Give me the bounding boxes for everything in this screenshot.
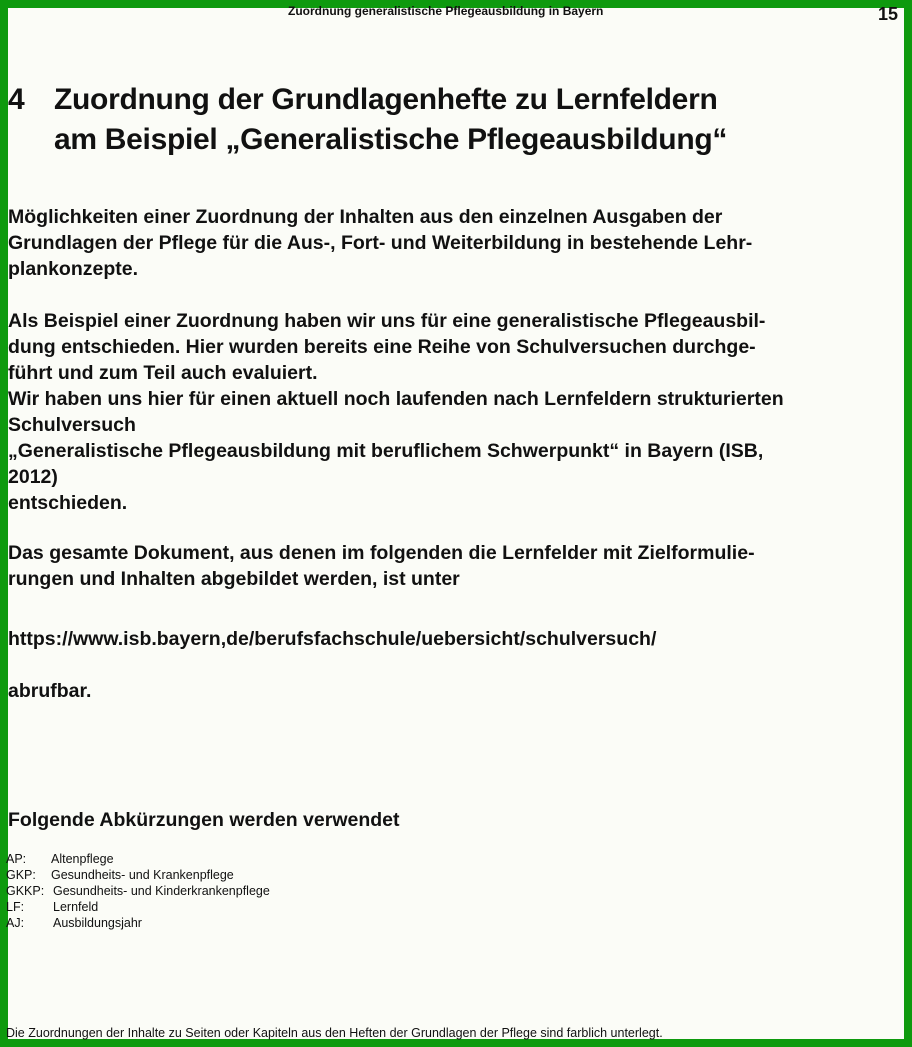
abbreviation-key: AP: [6, 852, 27, 866]
document-page [6, 4, 904, 1040]
abbreviation-value: Ausbildungsjahr [53, 916, 142, 930]
abbreviation-value: Altenpflege [51, 852, 114, 866]
paragraph-line: Als Beispiel einer Zuordnung haben wir uns für eine generalistische Pflegeausbil- [8, 310, 766, 332]
abbreviation-key: AJ: [6, 916, 25, 930]
paragraph-document [8, 540, 904, 592]
paragraph-line: „Generalistische Pflegeausbildung mit beruflichem Schwerpunkt“ in Bayern (ISB, [8, 440, 764, 462]
page-number: 15 [877, 4, 898, 24]
abbreviation-key: GKP: [6, 868, 36, 882]
abbreviation-key: LF: [6, 900, 25, 914]
paragraph-line: Wir haben uns hier für einen aktuell noch laufenden nach Lernfeldern strukturierten [8, 388, 784, 410]
abrufbar-text: abrufbar. [8, 680, 92, 702]
running-header: Zuordnung generalistische Pflegeausbildung in Bayern [288, 4, 604, 18]
chapter-title-line2: am Beispiel „Generalistische Pflegeausbildung“ [54, 123, 728, 156]
paragraph-line: 2012) [8, 466, 58, 488]
paragraph-line: dung entschieden. Hier wurden bereits eine Reihe von Schulversuchen durchge- [8, 336, 756, 358]
chapter-number: 4 [8, 83, 25, 116]
abbreviation-row [6, 851, 270, 867]
paragraph-example [8, 308, 904, 516]
paragraph-line: entschieden. [8, 492, 128, 514]
chapter-title-line1: Zuordnung der Grundlagenhefte zu Lernfeldern [54, 83, 718, 116]
source-url: https://www.isb.bayern,de/berufsfachschule/uebersicht/schulversuch/ [8, 628, 657, 650]
chapter-heading [8, 80, 727, 160]
abbreviation-row [6, 899, 270, 915]
abbreviation-value: Gesundheits- und Krankenpflege [51, 868, 234, 882]
abbreviation-key: GKKP: [6, 884, 45, 898]
footer-note: Die Zuordnungen der Inhalte zu Seiten oder Kapiteln aus den Heften der Grundlagen der Pflege sind farblich unterlegt. [6, 1026, 663, 1040]
paragraph-line: plankonzepte. [8, 258, 139, 280]
paragraph-line: rungen und Inhalten abgebildet werden, ist unter [8, 568, 460, 590]
paragraph-line: führt und zum Teil auch evaluiert. [8, 362, 318, 384]
paragraph-intro [8, 204, 904, 282]
abbreviations-heading: Folgende Abkürzungen werden verwendet [8, 809, 400, 831]
abbreviation-row [6, 915, 270, 931]
paragraph-line: Das gesamte Dokument, aus denen im folgenden die Lernfelder mit Zielformulie- [8, 542, 755, 564]
paragraph-line: Möglichkeiten einer Zuordnung der Inhalten aus den einzelnen Ausgaben der [8, 206, 723, 228]
abbreviation-value: Lernfeld [53, 900, 99, 914]
paragraph-line: Schulversuch [8, 414, 136, 436]
abbreviation-row [6, 867, 270, 883]
abbreviation-value: Gesundheits- und Kinderkrankenpflege [53, 884, 270, 898]
paragraph-line: Grundlagen der Pflege für die Aus-, Fort- und Weiterbildung in bestehende Lehr- [8, 232, 753, 254]
abbreviations-list [6, 851, 270, 931]
abbreviation-row [6, 883, 270, 899]
